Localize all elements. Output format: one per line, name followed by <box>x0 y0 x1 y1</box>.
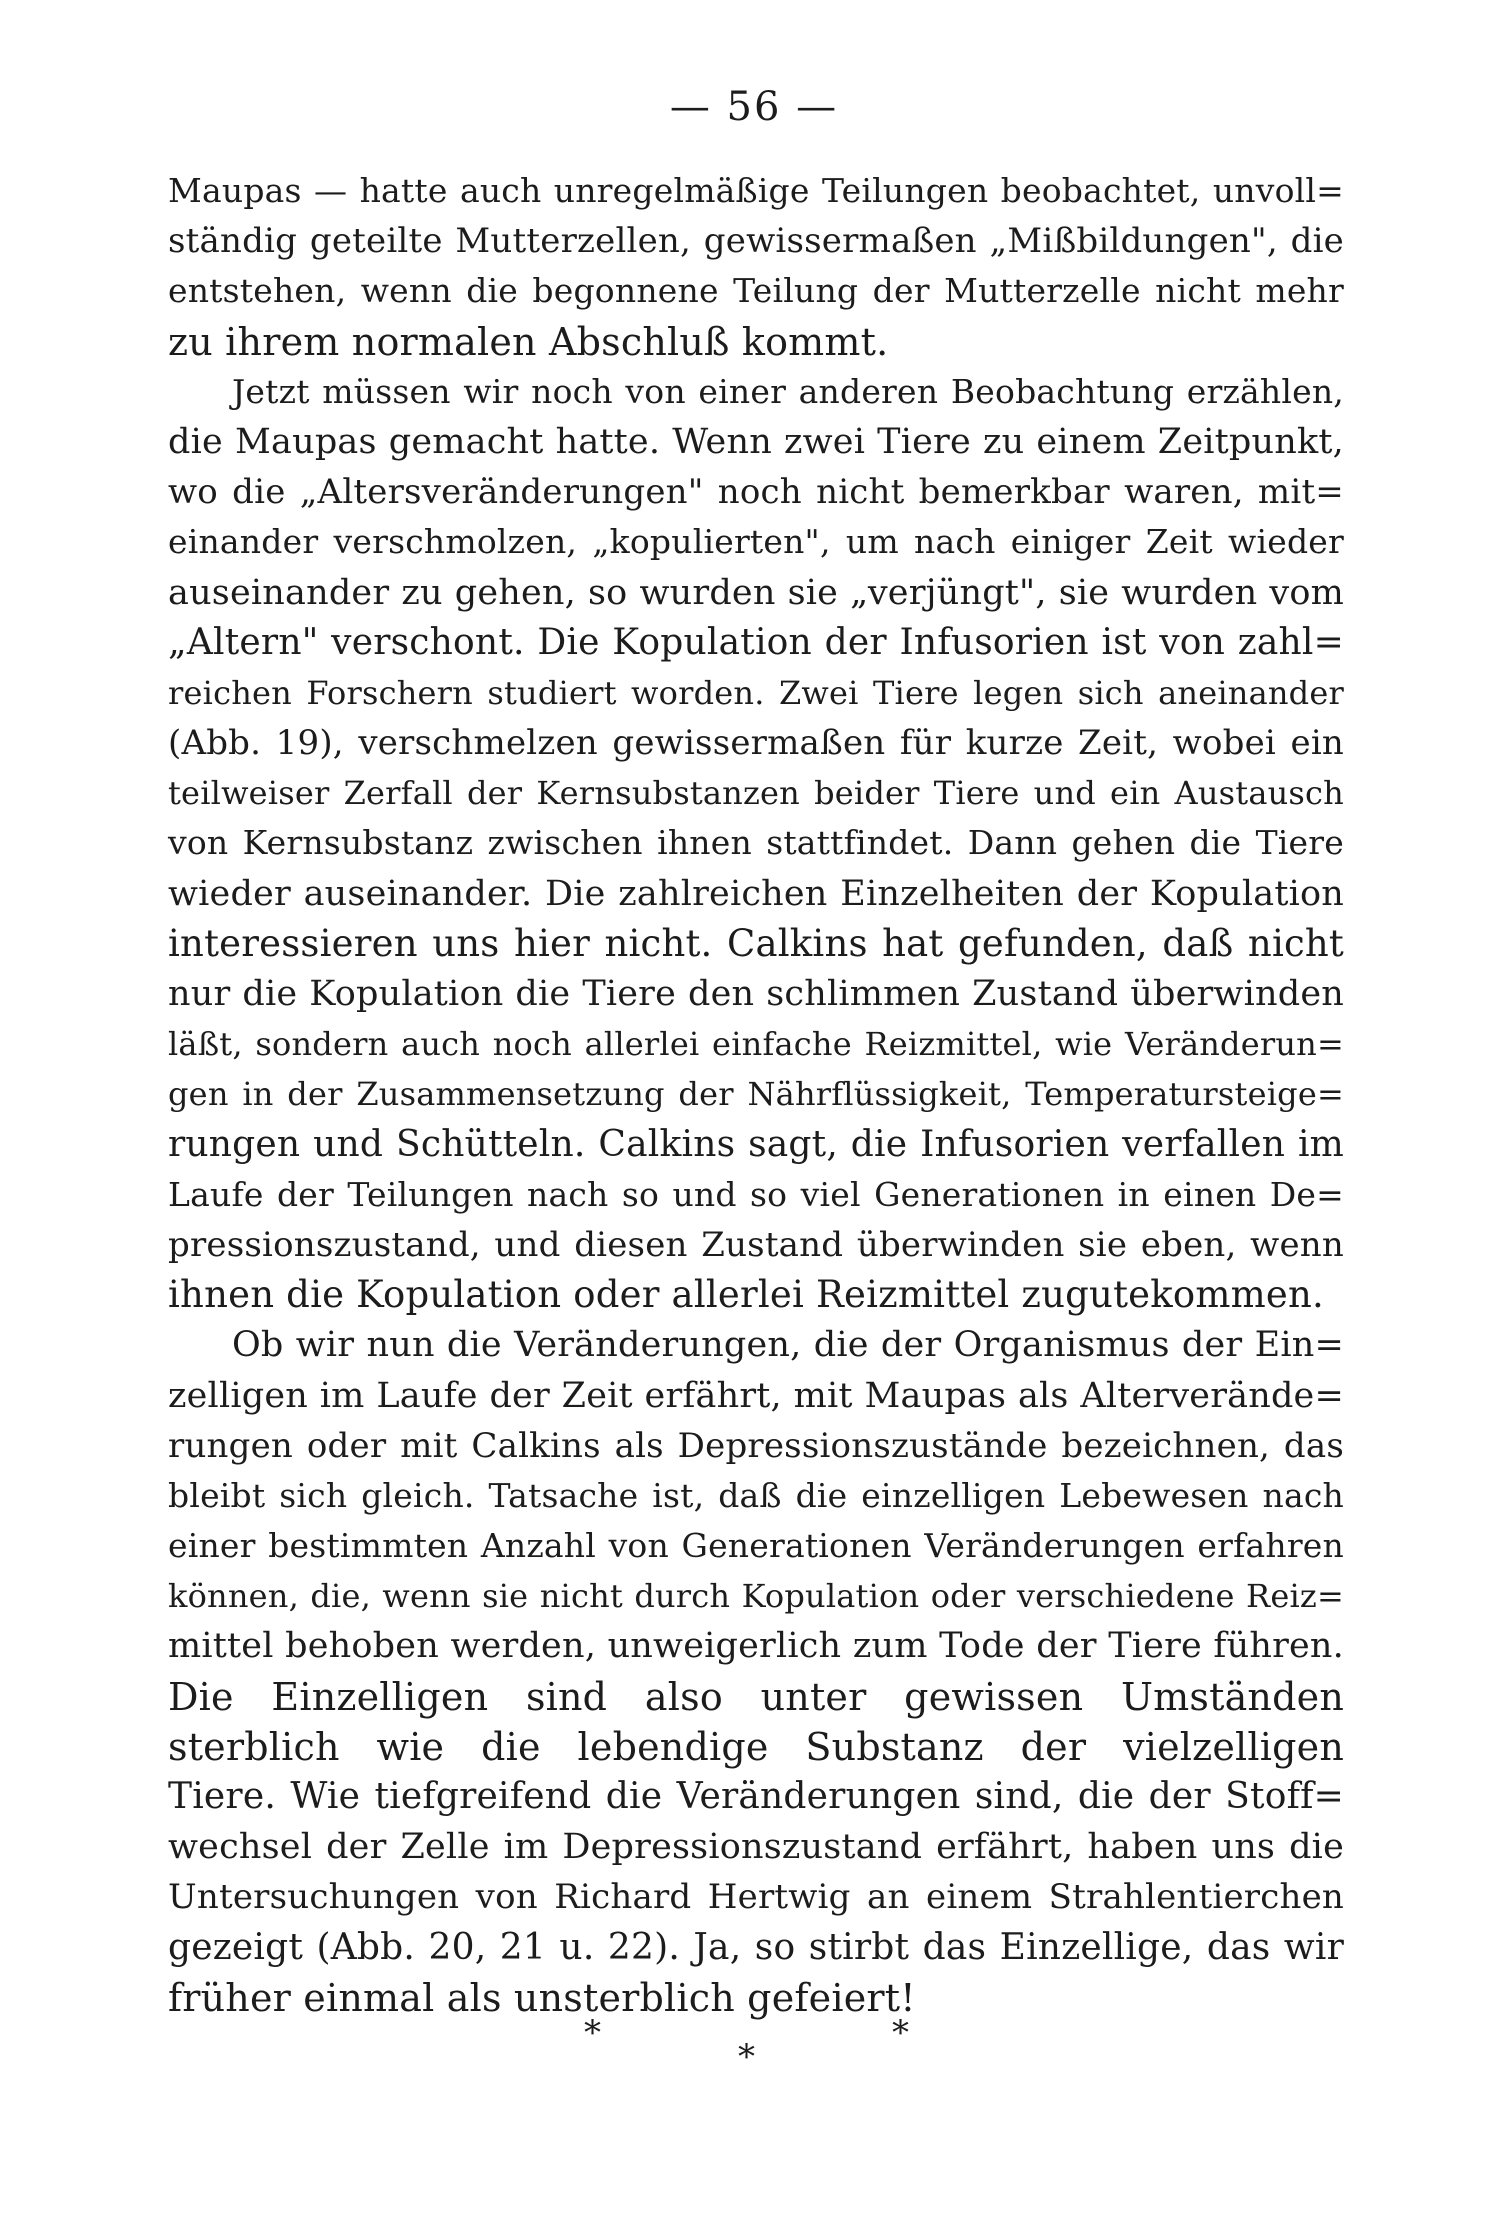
asterisk: * <box>892 2013 909 2053</box>
text-line: rungen oder mit Calkins als Depressionszustände bezeichnen, das <box>168 1425 1344 1466</box>
text-line: wechsel der Zelle im Depressionszustand erfährt, haben uns die <box>168 1827 1344 1868</box>
text-line: zu ihrem normalen Abschluß kommt. <box>168 319 889 364</box>
text-line: früher einmal als unsterblich gefeiert! <box>168 1975 916 2020</box>
text-line: können, die, wenn sie nicht durch Kopulation oder verschiedene Reiz= <box>168 1577 1344 1616</box>
text-line: reichen Forschern studiert worden. Zwei Tiere legen sich aneinander <box>168 673 1344 712</box>
text-line: wieder auseinander. Die zahlreichen Einzelheiten der Kopulation <box>168 873 1344 914</box>
text-line: Laufe der Teilungen nach so und so viel Generationen in einen De= <box>168 1174 1344 1214</box>
text-line: entstehen, wenn die begonnene Teilung der Mutterzelle nicht mehr <box>168 271 1344 311</box>
text-line: zelligen im Laufe der Zeit erfährt, mit Maupas als Alterverände= <box>168 1375 1344 1416</box>
text-line: ihnen die Kopulation oder allerlei Reizmittel zugutekommen. <box>168 1273 1324 1317</box>
text-line: wo die „Altersveränderungen" noch nicht bemerkbar waren, mit= <box>168 472 1344 513</box>
text-line: interessieren uns hier nicht. Calkins hat gefunden, daß nicht <box>168 921 1344 965</box>
text-line: Ob wir nun die Veränderungen, die der Organismus der Ein= <box>232 1325 1344 1366</box>
text-line: „Altern" verschont. Die Kopulation der Infusorien ist von zahl= <box>168 621 1344 663</box>
text-line: Tiere. Wie tiefgreifend die Veränderungen sind, die der Stoff= <box>168 1776 1344 1817</box>
text-line: rungen und Schütteln. Calkins sagt, die Infusorien verfallen im <box>168 1123 1344 1165</box>
asterisk: * <box>584 2013 601 2053</box>
text-line: die Maupas gemacht hatte. Wenn zwei Tiere zu einem Zeitpunkt, <box>168 421 1344 462</box>
text-line: bleibt sich gleich. Tatsache ist, daß die einzelligen Lebewesen nach <box>168 1475 1344 1515</box>
text-line: Untersuchungen von Richard Hertwig an einem Strahlentierchen <box>168 1877 1344 1918</box>
page-number: — 56 — <box>669 84 839 130</box>
text-line: (Abb. 19), verschmelzen gewissermaßen für kurze Zeit, wobei ein <box>168 723 1344 764</box>
text-line: auseinander zu gehen, so wurden sie „verjüngt", sie wurden vom <box>168 572 1344 613</box>
section-break <box>0 2013 1508 2077</box>
text-line: teilweiser Zerfall der Kernsubstanzen beider Tiere und ein Austausch <box>168 774 1344 813</box>
text-line: einer bestimmten Anzahl von Generationen Veränderungen erfahren <box>168 1526 1344 1566</box>
text-line: von Kernsubstanz zwischen ihnen stattfindet. Dann gehen die Tiere <box>168 823 1344 863</box>
text-line: Maupas — hatte auch unregelmäßige Teilungen beobachtet, unvoll= <box>168 171 1344 210</box>
text-line: ständig geteilte Mutterzellen, gewissermaßen „Mißbildungen", die <box>168 221 1344 262</box>
text-line: Jetzt müssen wir noch von einer anderen Beobachtung erzählen, <box>232 371 1344 411</box>
text-line: einander verschmolzen, „kopulierten", um nach einiger Zeit wieder <box>168 522 1344 562</box>
text-line: pressionszustand, und diesen Zustand überwinden sie eben, wenn <box>168 1224 1344 1265</box>
text-line: sterblich wie die lebendige Substanz der vielzelligen <box>168 1724 1344 1769</box>
text-line: nur die Kopulation die Tiere den schlimmen Zustand überwinden <box>168 974 1344 1014</box>
text-line: gen in der Zusammensetzung der Nährflüssigkeit, Temperatursteige= <box>168 1075 1344 1114</box>
asterisk: * <box>738 2037 755 2077</box>
body-text <box>168 166 1344 2023</box>
text-line: Die Einzelligen sind also unter gewissen Umständen <box>168 1674 1344 1719</box>
text-line: gezeigt (Abb. 20, 21 u. 22). Ja, so stirbt das Einzellige, das wir <box>168 1926 1344 1968</box>
text-line: läßt, sondern auch noch allerlei einfache Reizmittel, wie Veränderun= <box>168 1025 1344 1064</box>
text-line: mittel behoben werden, unweigerlich zum Tode der Tiere führen. <box>168 1626 1344 1667</box>
